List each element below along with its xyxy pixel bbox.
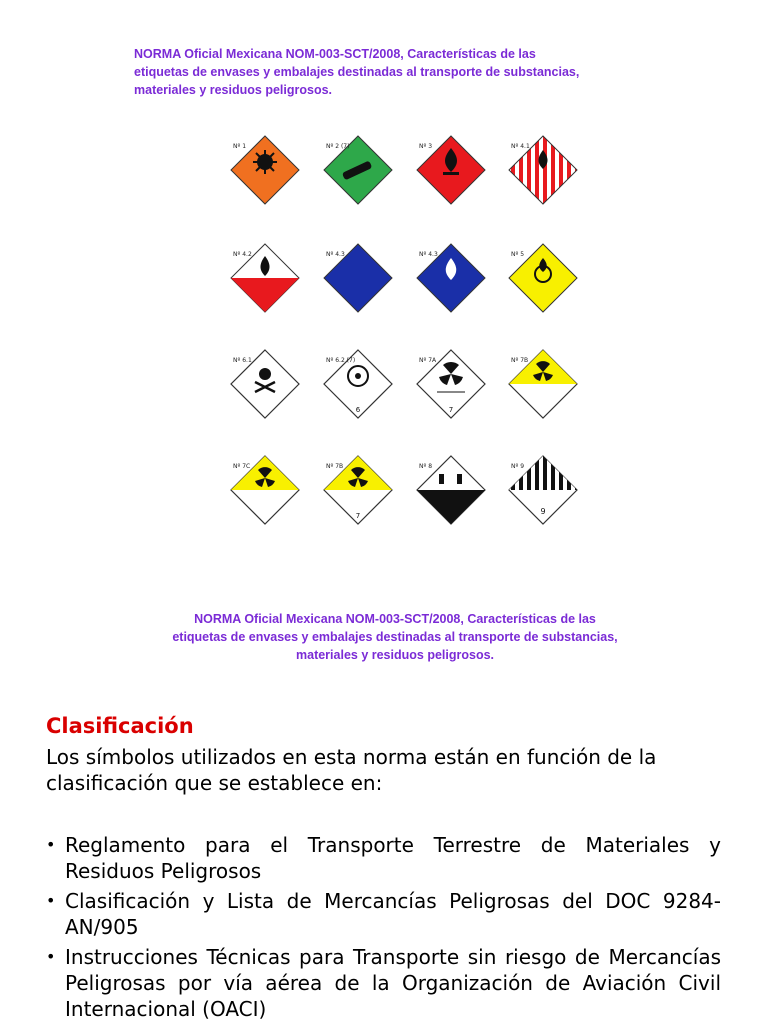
caption-line: etiquetas de envases y embalajes destinadas al transporte de substancias, xyxy=(172,630,618,644)
label-class-number: Nº 2 (7) xyxy=(326,143,350,150)
label-class-number: Nº 7A xyxy=(419,357,437,364)
bullet-icon: • xyxy=(46,891,56,910)
label-class-number: Nº 9 xyxy=(511,463,525,470)
label-class-number: Nº 5 xyxy=(511,251,525,258)
label-class-number: Nº 7B xyxy=(511,357,529,364)
label-number: 9 xyxy=(540,507,546,516)
bullet-icon: • xyxy=(46,835,56,854)
label-class-number: Nº 7B xyxy=(326,463,344,470)
section-heading: Clasificación xyxy=(46,714,194,738)
figure-caption-bottom xyxy=(110,610,680,664)
label-class-number: Nº 4.3 xyxy=(419,251,438,258)
label-number: 6 xyxy=(355,406,361,414)
label-class-number: Nº 6.1 xyxy=(233,357,252,364)
label-class-number: Nº 8 xyxy=(419,463,433,470)
caption-line: materiales y residuos peligrosos. xyxy=(134,83,332,97)
label-class-number: Nº 4.1 xyxy=(511,143,530,150)
label-number: 7 xyxy=(448,406,454,414)
list-item xyxy=(46,944,721,1022)
list-item-text: Clasificación y Lista de Mercancías Peligrosas del DOC 9284-AN/905 xyxy=(65,889,721,939)
classification-source-list xyxy=(46,832,721,1026)
list-item xyxy=(46,832,721,884)
caption-line: NORMA Oficial Mexicana NOM-003-SCT/2008, Características de las xyxy=(194,612,596,626)
figure-caption-top xyxy=(134,45,694,99)
caption-line: NORMA Oficial Mexicana NOM-003-SCT/2008, Características de las xyxy=(134,47,536,61)
label-number: 7 xyxy=(355,512,361,520)
list-item-text: Instrucciones Técnicas para Transporte sin riesgo de Mercancías Peligrosas por vía aérea de la Organización de Aviación Civil Internacional (OACI) xyxy=(65,945,721,1021)
label-class-number: Nº 1 xyxy=(233,143,247,150)
hazard-labels-figure xyxy=(213,118,593,558)
bullet-icon: • xyxy=(46,947,56,966)
intro-paragraph: Los símbolos utilizados en esta norma están en función de la clasificación que se establece en: xyxy=(46,745,657,795)
list-item xyxy=(46,888,721,940)
label-class-number: Nº 4.3 xyxy=(326,251,345,258)
label-class-number: Nº 4.2 xyxy=(233,251,252,258)
label-class-number: Nº 7C xyxy=(233,463,251,470)
list-item-text: Reglamento para el Transporte Terrestre de Materiales y Residuos Peligrosos xyxy=(65,833,721,883)
caption-line: materiales y residuos peligrosos. xyxy=(296,648,494,662)
label-class-number: Nº 6.2 (7) xyxy=(326,357,356,364)
caption-line: etiquetas de envases y embalajes destinadas al transporte de substancias, xyxy=(134,65,580,79)
label-class-number: Nº 3 xyxy=(419,143,433,150)
